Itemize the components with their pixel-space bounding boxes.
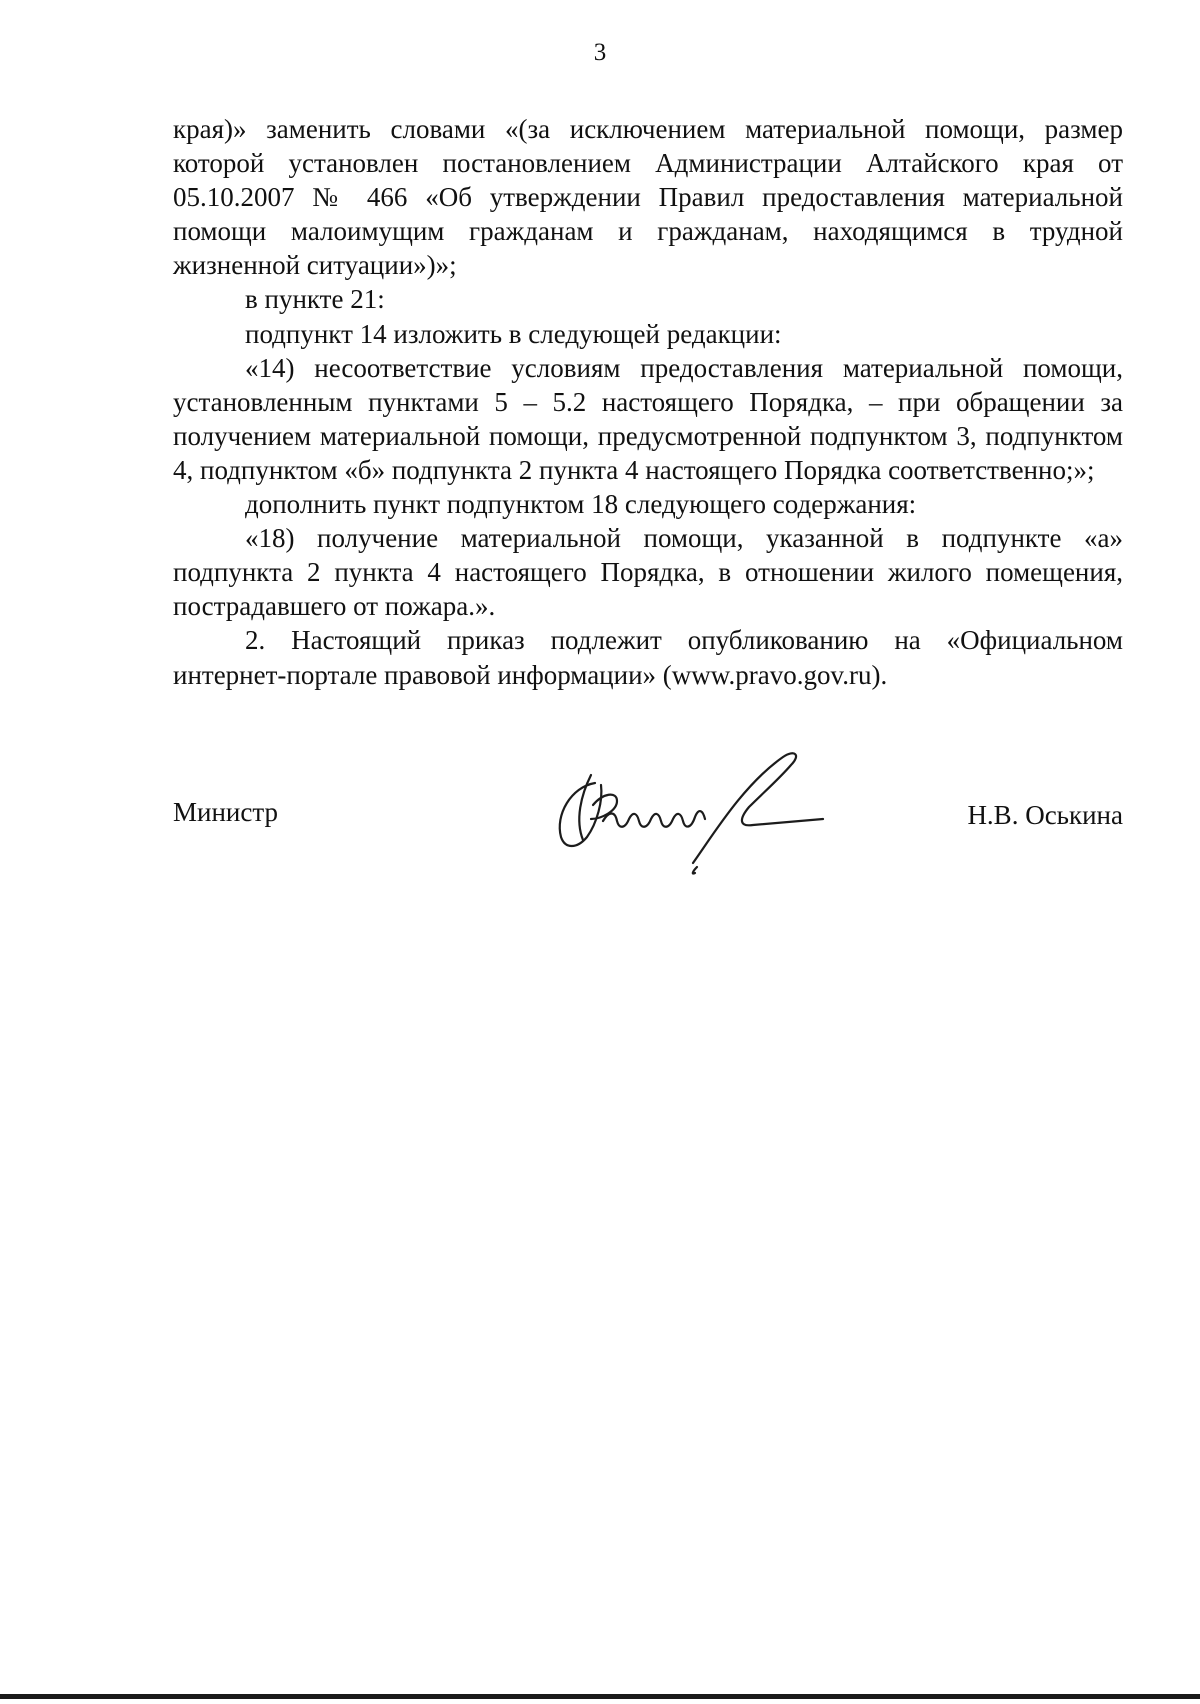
signer-position: Министр — [173, 797, 278, 827]
paragraph: подпункт 14 изложить в следующей редакции: — [245, 318, 782, 349]
paragraph: 2. Настоящий приказ подлежит опубликованию на «Официальном интернет-портале правовой информации» (www.pravo.gov.ru). — [173, 625, 1123, 690]
handwritten-signature — [543, 745, 843, 885]
paragraph: «14) несоответствие условиям предоставления материальной помощи, установленным пунктами 5 – 5.2 настоящего Порядка, – при обращении за получением материальной помощи, предусмотренной подпунктом 3, подпунктом 4, подпунктом «б» подпункта 2 пункта 4 настоящего Порядка соответственно;»; — [173, 352, 1123, 485]
paragraph: «18) получение материальной помощи, указанной в подпункте «а» подпункта 2 пункта 4 настоящего Порядка, в отношении жилого помещения, пострадавшего от пожара.». — [173, 523, 1123, 622]
paragraph: в пункте 21: — [245, 284, 385, 315]
bottom-border — [0, 1694, 1200, 1699]
page-number: 3 — [593, 39, 607, 66]
paragraph: дополнить пункт подпунктом 18 следующего содержания: — [245, 489, 917, 520]
paragraph: края)» заменить словами «(за исключением материальной помощи, размер которой установлен постановлением Администрации Алтайского края от 05.10.2007 № 466 «Об утверждении Правил предоставления материальной помощи малоимущим гражданам и гражданам, находящимся в трудной жизненной ситуации»)»; — [173, 114, 1123, 281]
document-body — [173, 112, 1123, 692]
signer-name: Н.В. Оськина — [967, 800, 1123, 830]
